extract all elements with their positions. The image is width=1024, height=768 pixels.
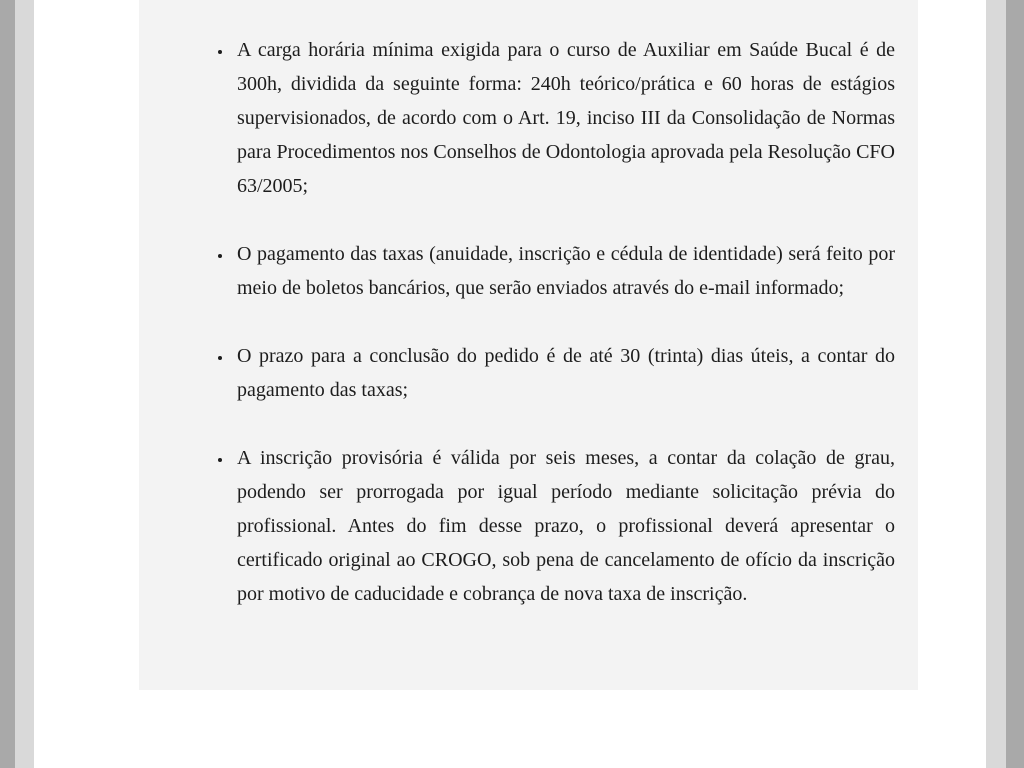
bullet-item: • O pagamento das taxas (anuidade, inscrição e cédula de identidade) será feito por meio de boletos bancários, que serão enviados através do e-mail informado;: [233, 237, 895, 305]
bullet-item: • A carga horária mínima exigida para o curso de Auxiliar em Saúde Bucal é de 300h, dividida da seguinte forma: 240h teórico/prática e 60 horas de estágios supervisionados, de acordo com o Art. 19, inciso III da Consolidação de Normas para Procedimentos nos Conselhos de Odontologia aprovada pela Resolução CFO 63/2005;: [233, 33, 895, 203]
notice-box: [139, 0, 918, 690]
left-inner-gutter: [15, 0, 34, 768]
document-page: [34, 0, 986, 768]
bullet-item: • A inscrição provisória é válida por seis meses, a contar da colação de grau, podendo ser prorrogada por igual período mediante solicitação prévia do profissional. Antes do fim desse prazo, o profissional deverá apresentar o certificado original ao CROGO, sob pena de cancelamento de ofício da inscrição por motivo de caducidade e cobrança de nova taxa de inscrição.: [233, 441, 895, 611]
bullet-list: [162, 33, 895, 611]
bullet-item: • O prazo para a conclusão do pedido é de até 30 (trinta) dias úteis, a contar do pagamento das taxas;: [233, 339, 895, 407]
right-outer-gutter: [1006, 0, 1024, 768]
right-inner-gutter: [986, 0, 1006, 768]
left-outer-gutter: [0, 0, 15, 768]
